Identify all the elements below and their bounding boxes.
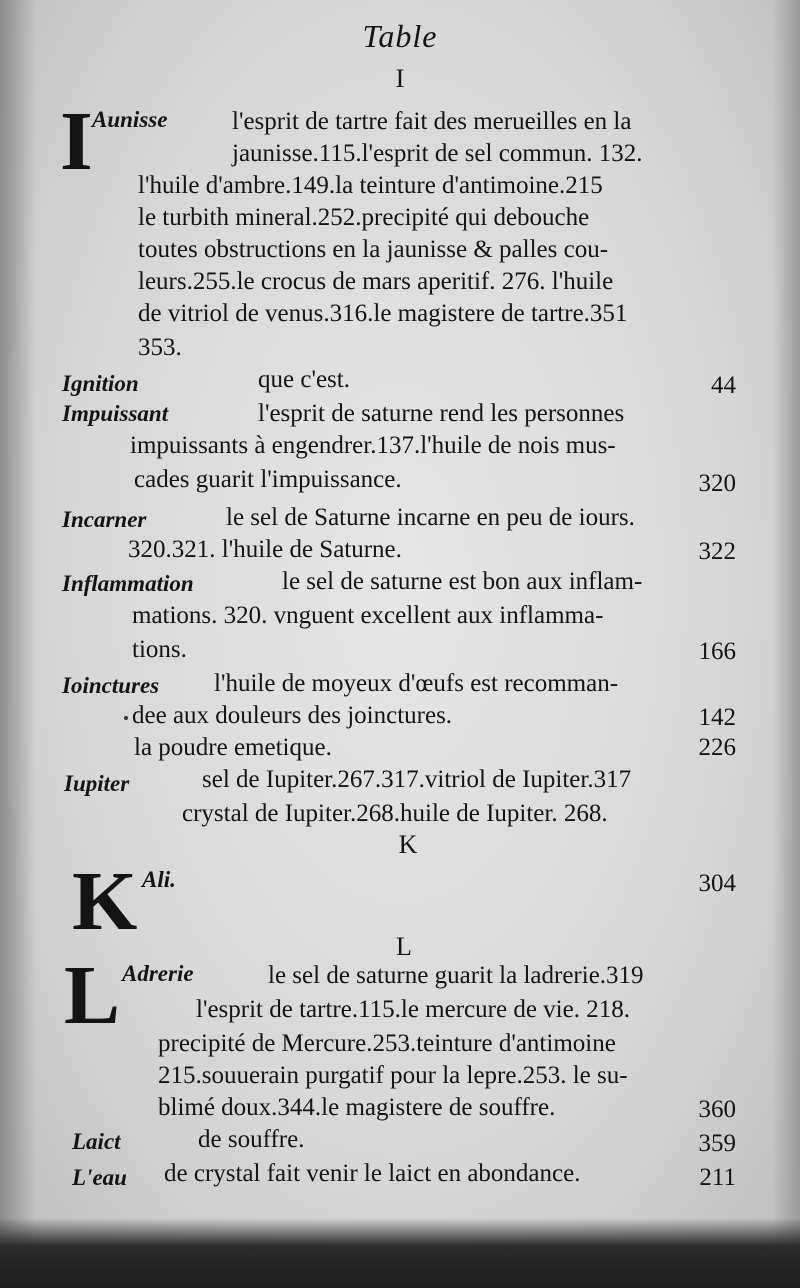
entry-line: crystal de Iupiter.268.huile de Iupiter. 268.: [182, 800, 608, 827]
entry-term-inflammation: Inflammation: [62, 571, 194, 596]
page-gutter-shadow: [0, 0, 36, 1288]
entry-term-ioinctures: Ioinctures: [62, 673, 160, 698]
entry-line: jaunisse.115.l'esprit de sel commun. 132.: [232, 140, 643, 167]
entry-term-leau: L'eau: [72, 1165, 127, 1190]
entry-term-aunisse: Aunisse: [92, 107, 168, 132]
entry-line: tions.: [132, 636, 187, 663]
entry-line: 215.souuerain purgatif pour la lepre.253. le su-: [158, 1062, 628, 1089]
section-heading-l: L: [396, 932, 412, 961]
entry-line: l'huile d'ambre.149.la teinture d'antimoine.215: [138, 172, 603, 199]
entry-line: 320.321. l'huile de Saturne.: [128, 536, 402, 563]
entry-line: le sel de saturne est bon aux inflam-: [282, 568, 643, 595]
entry-line: le turbith mineral.252.precipité qui debouche: [138, 204, 590, 231]
entry-line: l'esprit de saturne rend les personnes: [258, 400, 625, 427]
ink-speck: [124, 716, 128, 720]
book-bottom-edge: [0, 1218, 800, 1288]
entry-line: toutes obstructions en la jaunisse & palles cou-: [138, 236, 609, 263]
entry-line: impuissants à engendrer.137.l'huile de nois mus-: [130, 432, 616, 459]
dropcap-i: I: [60, 95, 93, 188]
entry-line: de souffre.: [198, 1126, 305, 1153]
page-number: 304: [698, 870, 736, 897]
entry-line: dee aux douleurs des joinctures.: [132, 702, 453, 729]
entry-line: sel de Iupiter.267.317.vitriol de Iupiter.317: [202, 766, 632, 793]
entry-line: l'esprit de tartre.115.le mercure de vie. 218.: [196, 996, 630, 1023]
entry-line: que c'est.: [258, 366, 350, 393]
entry-term-ignition: Ignition: [62, 371, 139, 396]
page-number: 320: [698, 470, 736, 497]
dropcap-l: L: [64, 949, 121, 1042]
entry-term-iupiter: Iupiter: [64, 771, 130, 796]
entry-term-kali: Ali.: [142, 867, 176, 892]
entry-line: mations. 320. vnguent excellent aux inflamma-: [132, 602, 604, 629]
page-number: 322: [698, 538, 736, 565]
page-edge-shadow: [772, 0, 800, 1288]
entry-term-ladrerie: Adrerie: [122, 961, 194, 986]
section-heading-i: I: [395, 64, 405, 93]
page-number: 211: [699, 1164, 736, 1191]
page-number: 360: [698, 1096, 736, 1123]
page-number: 226: [698, 734, 736, 761]
entry-line: l'huile de moyeux d'œufs est recomman-: [214, 670, 619, 697]
running-head: Table: [362, 18, 438, 54]
entry-term-laict: Laict: [72, 1129, 121, 1154]
entry-line: le sel de saturne guarit la ladrerie.319: [268, 962, 644, 989]
entry-line: 353.: [138, 334, 182, 361]
page-number: 44: [711, 372, 736, 399]
entry-term-impuissant: Impuissant: [62, 401, 169, 426]
entry-line: de vitriol de venus.316.le magistere de tartre.351: [138, 300, 628, 327]
entry-line: la poudre emetique.: [134, 734, 332, 761]
entry-line: le sel de Saturne incarne en peu de iours.: [226, 504, 635, 531]
entry-line: l'esprit de tartre fait des merueilles en la: [232, 108, 632, 135]
entry-line: precipité de Mercure.253.teinture d'antimoine: [158, 1030, 616, 1057]
entry-line: leurs.255.le crocus de mars aperitif. 276. l'huile: [138, 268, 614, 295]
dropcap-k: K: [72, 855, 138, 948]
entry-line: de crystal fait venir le laict en abondance.: [164, 1160, 581, 1187]
page-number: 142: [698, 704, 736, 731]
entry-line: cades guarit l'impuissance.: [134, 466, 402, 493]
entry-term-incarner: Incarner: [62, 507, 147, 532]
entry-line: blimé doux.344.le magistere de souffre.: [158, 1094, 556, 1121]
page-number: 166: [698, 638, 736, 665]
page-number: 359: [698, 1130, 736, 1157]
section-heading-k: K: [398, 830, 418, 859]
